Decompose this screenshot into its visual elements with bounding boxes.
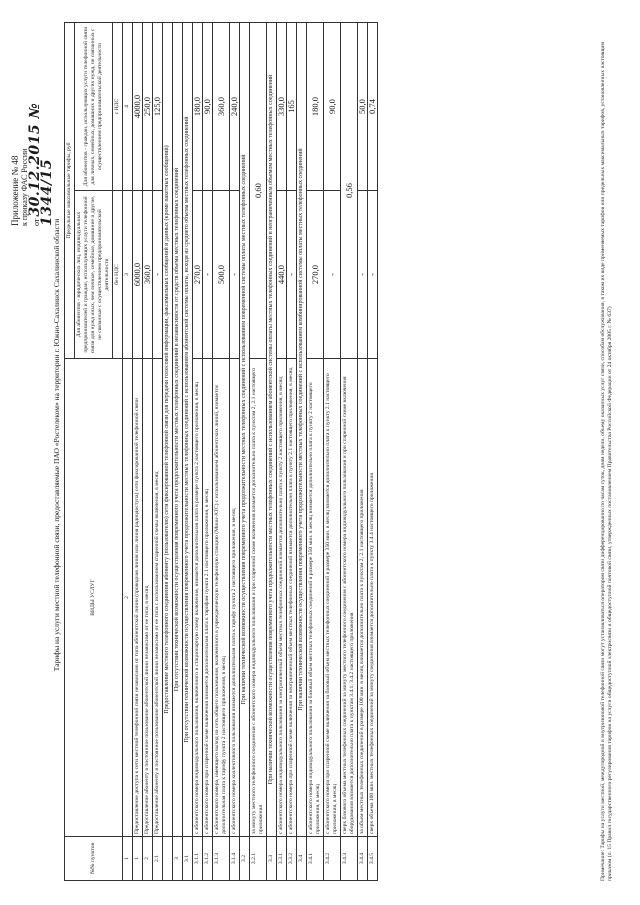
- section-heading: При наличии технической возможности осуществления повременного учета продолжительности местных телефонных соединений с использованием повременной системы оплаты местных телефонных соединений: [240, 22, 250, 836]
- table-row: [267, 22, 277, 880]
- row-number: 3.1.2: [203, 837, 213, 881]
- service-description: с абонентского номера при спаренной схеме включения за неограниченный объем местных телефонных соединений взимается дополнительно плата к пункту 2.1 настоящего приложения, в месяц: [287, 359, 297, 837]
- header-services: ВИДЫ УСЛУГ: [65, 359, 123, 837]
- service-description: Предоставление абоненту в постоянное пользование абонентской линии независимо от ее типа с использованием спаренной схемы включения, в месяц: [153, 359, 163, 837]
- service-description: за объем местных телефонных соединений в размере 100 мин. в месяц взимается дополнительно плата к пунктам 2, 2.1 настоящего приложения: [358, 359, 368, 837]
- table-row: [277, 22, 287, 880]
- row-number: 3.3.1: [277, 837, 287, 881]
- row-number: 3.2.1: [250, 837, 267, 881]
- tariff-value-citizens: 0,74: [368, 22, 378, 190]
- table-row: [250, 22, 267, 880]
- section-heading: Предоставление местного телефонного соединения абоненту (пользователю) сети фиксированной телефонной связи для передачи голосовой информации, факсимильных сообщений и данных (кроме пакетных сообщений): [163, 22, 173, 836]
- table-row: [297, 22, 307, 880]
- document-title: Тарифы на услуги местной телефонной связи, предоставляемые ПАО «Ростелеком» на территории г. Южно-Сахалинск Сахалинской области: [52, 218, 61, 672]
- tariff-value-citizens: 180,0: [193, 22, 203, 190]
- row-number: [163, 837, 173, 881]
- header-with-vat: с НДС: [113, 22, 123, 190]
- tariff-value-citizens: 360,0: [213, 22, 230, 190]
- service-description: с абонентского номера при спаренной схеме включения взимается дополнительная плата к тарифам пункта 2.1 настоящего приложения, в месяц: [203, 359, 213, 837]
- tariff-value-legal: -: [203, 191, 213, 359]
- row-number: 3.3: [267, 837, 277, 881]
- appendix-label: Приложение № 48: [10, 155, 20, 226]
- tariff-value-legal: -: [153, 191, 163, 359]
- tariff-value-citizens: 90,0: [324, 22, 341, 190]
- row-number: 3.1.3: [213, 837, 230, 881]
- row-number: 3.4: [297, 837, 307, 881]
- handwritten-date-number: 30.12.2015 № 1344/15: [27, 102, 55, 226]
- table-row: [153, 22, 163, 880]
- tariff-value-citizens: 125,0: [153, 22, 163, 190]
- section-heading: При отсутствии технической возможности осуществления повременного учета продолжительности местных телефонных соединений с использованием абонентской системы оплаты, исходя из среднего объема местных телефонных соединений: [183, 22, 193, 836]
- table-row: [230, 22, 240, 880]
- table-row: [173, 22, 183, 880]
- row-number: 3.4.1: [307, 837, 324, 881]
- service-description: Предоставление доступа к сети местной телефонной связи независимо от типа абонентской линии (проводная линия или линия радиодоступа) сети фиксированной телефонной связи: [133, 359, 143, 837]
- row-number: 3.4.3: [341, 837, 358, 881]
- tariff-value-citizens: 4000,0: [133, 22, 143, 190]
- tariff-value-citizens: 240,0: [230, 22, 240, 190]
- notes-label: Примечание: [600, 851, 606, 881]
- tariff-value-legal: 270,0: [307, 191, 324, 359]
- section-heading: При наличии технической возможности осуществления повременного учета продолжительности местных телефонных соединений с использованием абонентской системы оплаты местных телефонных соединений и неограниченным объемом местных телефонных соединений: [267, 22, 277, 836]
- tariff-value-legal: -: [358, 191, 368, 359]
- row-number: 1: [133, 837, 143, 881]
- header-citizens: Для абонентов - граждан, использующих услуги телефонной связи для личных, семейных, домашних и других нужд, не связанных с осуществлением предпринимательской деятельности: [75, 22, 113, 190]
- service-description: сверх объема 100 мин. местных телефонных соединений за минуту соединения взимается дополнительно плата к пункту 3.4.4 настоящего приложения: [368, 359, 378, 837]
- tariff-value-merged: 0,56: [341, 22, 358, 358]
- service-description: с абонентского номера индивидуального пользования за неограниченный объем местных телефонных соединений взимается дополнительно плата к пункту 2 настоящего приложения, в месяц: [277, 359, 287, 837]
- tariff-value-legal: -: [324, 191, 341, 359]
- section-heading: При отсутствии технической возможности осуществления повременного учета продолжительности местных телефонных соединений в независимости от средств объема местных телефонных соединений: [173, 22, 183, 836]
- tariff-value-legal: 6000,0: [133, 191, 143, 359]
- service-description: с абонентского номера при спаренной схеме включения за базовый объем местных телефонных соединений в размере 350 мин. в месяц взимается дополнительно плата к пункту 2.1 настоящего приложения, в месяц: [324, 359, 341, 837]
- row-number: 3: [173, 837, 183, 881]
- table-row: [193, 22, 203, 880]
- table-row: [133, 22, 143, 880]
- table-body: [133, 22, 378, 880]
- header-index-1: 1: [123, 837, 133, 881]
- tariff-value-legal: -: [230, 191, 240, 359]
- service-description: с абонентского номера коллективного пользования взимается дополнительная плата к тарифу пункта 2 настоящего приложения, в месяц: [230, 359, 240, 837]
- table-row: [341, 22, 358, 880]
- service-description: за минуту местного телефонного соединения с абонентского номера индивидуального пользования и при спаренной схеме включения взимается дополнительно плата к пунктам 2, 2.1 настоящего приложения: [250, 359, 267, 837]
- notes: Примечание: Тарифы на услуги местной, междугородной и внутризоновой телефонной связи могут устанавливаться оператором связи дифференцированно по часам суток, дням недели, объему оказанных услуг связи, способам обслуживания, в таком их виде применяемых тарифов или предельных максимальных тарифов, установленных настоящим приказом (п. 15 Правил государственного регулирования тарифов на услуги общедоступной электросвязи и общедоступной почтовой связи, утвержденных постановлением Правительства Российской Федерации от 24 октября 2005 г. № 637): [600, 42, 613, 881]
- service-description: сверх базового объема местных телефонных соединений за минуту местного телефонного соединения с абонентского номера индивидуального пользования и при спаренной схеме включения оборудования взимается дополнительно плата к пунктам 3.4.1, 3.4.2 настоящего приложения: [341, 359, 358, 837]
- row-number: 2.1: [153, 837, 163, 881]
- table-row: [203, 22, 213, 880]
- row-number: 3.4.4: [358, 837, 368, 881]
- row-number: 3.1.4: [230, 837, 240, 881]
- table-row: [240, 22, 250, 880]
- service-description: с абонентского номера, имеющего выход на сеть общего пользования, включенного в учрежденческую телефонную станцию (Мини-АТС) с использованием абонентских линий, взимается дополнительная плата к тарифу пункта 2 настоящего приложения, в месяц: [213, 359, 230, 837]
- tariff-table: [64, 22, 378, 881]
- tariff-value-legal: -: [368, 191, 378, 359]
- header-legal-entities: Для абонентов - юридических лиц, индивидуальных предпринимателей и граждан, использующих услуги телефонной связи для нужд иных, чем личные, семейные, домашние и другие, не связанные с осуществлением предпринимательской деятельности: [75, 191, 113, 359]
- tariff-value-citizens: 165: [287, 22, 297, 190]
- table-row: [183, 22, 193, 880]
- tariff-value-citizens: 250,0: [143, 22, 153, 190]
- service-description: Предоставление абоненту в постоянное пользование абонентской линии независимо от ее типа, в месяц: [143, 359, 153, 837]
- tariff-value-merged: 0,60: [250, 22, 267, 358]
- tariff-value-citizens: 330,0: [277, 22, 287, 190]
- table-row: [287, 22, 297, 880]
- table-row: [368, 22, 378, 880]
- service-description: с абонентского номера индивидуального пользования за базовый объем местных телефонных соединений в размере 350 мин. в месяц взимается дополнительно плата к пункту 2 настоящего приложения, в месяц: [307, 359, 324, 837]
- order-line: к приказу ФАС России: [20, 148, 29, 226]
- section-heading: При наличии технической возможности осуществления повременного учета продолжительности местных телефонных соединений с использованием комбинированной системы оплаты местных телефонных соединений: [297, 22, 307, 836]
- row-number: 3.2: [240, 837, 250, 881]
- tariff-value-citizens: 180,0: [307, 22, 324, 190]
- header-index-3: 3: [123, 191, 133, 359]
- tariff-value-legal: 360,0: [143, 191, 153, 359]
- header-without-vat: без НДС: [113, 191, 123, 359]
- table-row: [324, 22, 341, 880]
- tariff-value-legal: 440,0: [277, 191, 287, 359]
- header-number: №№ пунктов: [65, 837, 123, 881]
- service-description: с абонентского номера индивидуального пользования, включенного в стационарную схему включения, взимается дополнительная плата в размере пункта 2 настоящего приложения, в месяц: [193, 359, 203, 837]
- tariff-value-legal: 270,0: [193, 191, 203, 359]
- row-number: 3.1.1: [193, 837, 203, 881]
- table-row: [213, 22, 230, 880]
- header-index-4: 4: [123, 22, 133, 190]
- row-number: 3.4.2: [324, 837, 341, 881]
- notes-text: Тарифы на услуги местной, междугородной и внутризоновой телефонной связи могут устанавливаться оператором связи дифференцированно по часам суток, дням недели, объему оказанных услуг связи, способам обслуживания, в таком их виде применяемых тарифов или предельных максимальных тарифов, установленных настоящим приказом (п. 15 Правил государственного регулирования тарифов на услуги общедоступной электросвязи и общедоступной почтовой связи, утвержденных постановлением Правительства Российской Федерации от 24 октября 2005 г. № 637): [600, 42, 613, 881]
- row-number: 2: [143, 837, 153, 881]
- row-number: 3.1: [183, 837, 193, 881]
- header-index-2: 2: [123, 359, 133, 837]
- date-prefix: от: [32, 218, 41, 226]
- row-number: 3.3.2: [287, 837, 297, 881]
- tariff-value-legal: 500,0: [213, 191, 230, 359]
- tariff-value-citizens: 90,0: [203, 22, 213, 190]
- table-row: [163, 22, 173, 880]
- row-number: 3.4.5: [368, 837, 378, 881]
- tariff-value-citizens: 50,0: [358, 22, 368, 190]
- tariff-value-legal: -: [287, 191, 297, 359]
- header-group: Предельные максимальные тарифы, руб: [65, 22, 75, 358]
- appendix-block: [10, 36, 54, 226]
- table-row: [307, 22, 324, 880]
- table-row: [358, 22, 368, 880]
- table-row: [143, 22, 153, 880]
